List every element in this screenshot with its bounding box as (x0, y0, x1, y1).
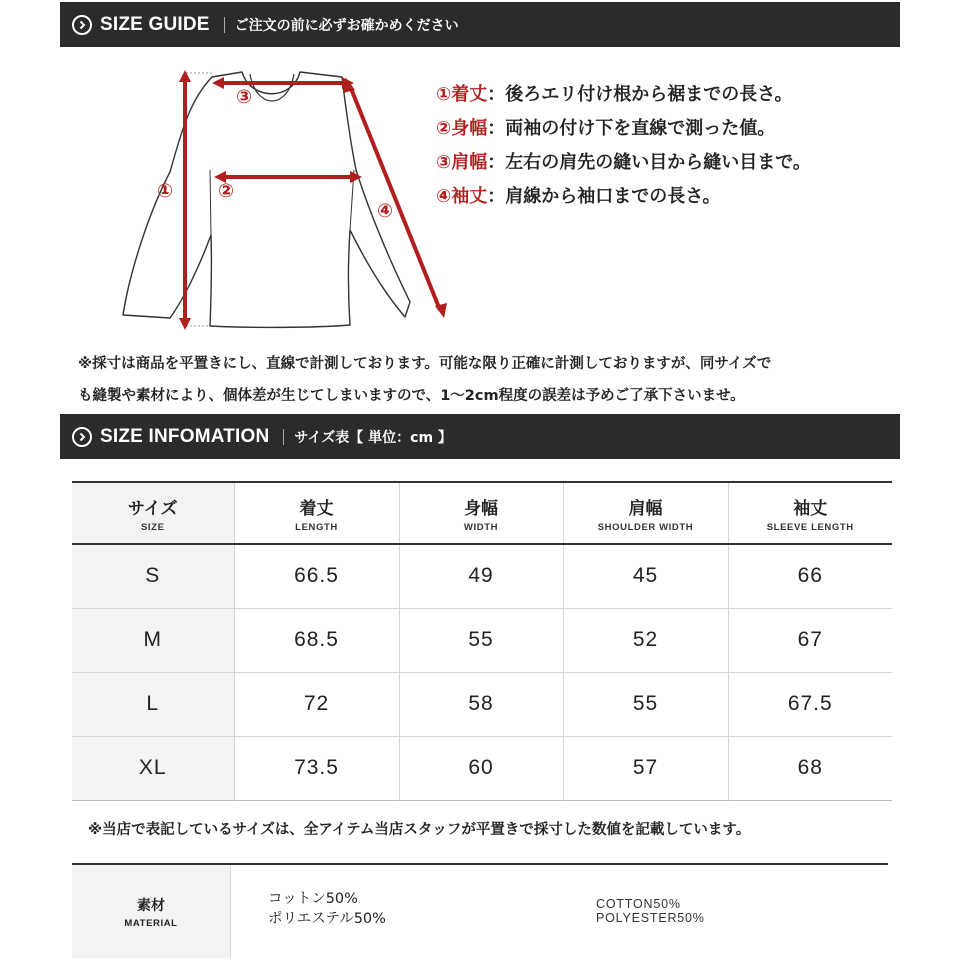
shoulder-cell: 52 (563, 608, 728, 672)
header-jp: 着丈 (299, 498, 334, 519)
material-label (72, 865, 231, 958)
table-header-row (72, 482, 892, 544)
header-en: SLEEVE LENGTH (766, 521, 854, 533)
material-en-line2: POLYESTER50% (596, 911, 705, 925)
header-jp: サイズ (127, 498, 178, 519)
length-cell: 68.5 (234, 608, 399, 672)
header-en: SIZE (140, 521, 165, 533)
size-cell: S (72, 544, 234, 608)
chevron-right-circle-icon (72, 15, 92, 35)
size-info-header (60, 414, 900, 459)
table-row (72, 608, 892, 672)
store-note: ※当店で表記しているサイズは、全アイテム当店スタッフが平置きで採寸した数値を記載しています。 (88, 822, 751, 838)
sleeve-cell: 67 (797, 628, 823, 651)
header-sleeve (728, 482, 892, 544)
measurement-note (78, 348, 898, 412)
material-jp (268, 889, 386, 929)
size-guide-header (60, 2, 900, 47)
material-jp-line2: ポリエステル50% (268, 911, 386, 927)
legend-item (436, 110, 811, 144)
header-jp: 身幅 (464, 498, 498, 519)
size-info-subtitle: サイズ表【 単位：cm 】 (294, 429, 452, 446)
legend-key: ④袖丈 (436, 186, 488, 207)
header-en: SHOULDER WIDTH (597, 521, 694, 533)
material-section (72, 863, 888, 958)
sleeve-cell: 68 (797, 756, 823, 779)
shoulder-cell: 55 (563, 672, 728, 736)
legend-item (436, 178, 811, 212)
legend-desc: ：両袖の付け下を直線で測った値。 (487, 118, 776, 139)
table-row (72, 672, 892, 736)
size-table (72, 481, 892, 801)
shoulder-cell: 45 (563, 544, 728, 608)
length-cell: 66.5 (234, 544, 399, 608)
width-cell: 49 (399, 544, 563, 608)
marker-shoulder: ③ (236, 86, 253, 108)
measurement-note-line2: も縫製や素材により、個体差が生じてしまいますので、1〜2cm程度の誤差は予めご了承下さいませ。 (78, 388, 745, 404)
header-length (234, 482, 399, 544)
chevron-right-circle-icon (72, 427, 92, 447)
size-guide-subtitle: ご注文の前に必ずお確かめください (234, 17, 459, 34)
header-jp: 肩幅 (628, 498, 663, 519)
legend-desc: ：左右の肩先の縫い目から縫い目まで。 (487, 152, 811, 173)
header-en: WIDTH (463, 521, 499, 533)
material-en-line1: COTTON50% (596, 897, 681, 911)
material-jp-line1: コットン50% (268, 891, 358, 907)
width-cell: 58 (399, 672, 563, 736)
size-guide-title: SIZE GUIDE (100, 13, 210, 35)
measurement-note-line1: ※採寸は商品を平置きにし、直線で計測しております。可能な限り正確に計測しておりますが、同サイズで (78, 356, 772, 372)
size-cell: XL (72, 736, 234, 800)
garment-diagram (110, 60, 460, 345)
legend-item (436, 144, 811, 178)
sleeve-cell: 67.5 (787, 692, 833, 715)
divider (283, 429, 284, 445)
material-label-en: MATERIAL (124, 917, 178, 929)
divider (224, 17, 225, 33)
header-size (72, 482, 234, 544)
marker-sleeve: ④ (377, 200, 394, 222)
material-label-jp: 素材 (137, 897, 165, 914)
size-cell: L (72, 672, 234, 736)
legend-key: ②身幅 (436, 118, 488, 139)
legend-item (436, 76, 811, 110)
size-cell: M (72, 608, 234, 672)
table-row (72, 544, 892, 608)
measurement-legend (436, 76, 811, 212)
length-cell: 72 (234, 672, 399, 736)
header-width (399, 482, 563, 544)
header-en: LENGTH (295, 521, 338, 533)
header-jp: 袖丈 (793, 498, 828, 519)
long-sleeve-tshirt-illustration (110, 60, 460, 345)
size-info-title: SIZE INFOMATION (100, 425, 270, 447)
table-row (72, 736, 892, 800)
length-cell: 73.5 (234, 736, 399, 800)
legend-key: ③肩幅 (436, 152, 488, 173)
marker-width: ② (218, 180, 235, 202)
header-shoulder (563, 482, 728, 544)
legend-desc: ：後ろエリ付け根から裾までの長さ。 (487, 84, 793, 105)
marker-length: ① (157, 180, 174, 202)
width-cell: 60 (399, 736, 563, 800)
material-en (596, 897, 705, 925)
width-cell: 55 (399, 608, 563, 672)
legend-desc: ：肩線から袖口までの長さ。 (487, 186, 721, 207)
shoulder-cell: 57 (563, 736, 728, 800)
sleeve-cell: 66 (797, 564, 823, 588)
legend-key: ①着丈 (436, 84, 488, 105)
